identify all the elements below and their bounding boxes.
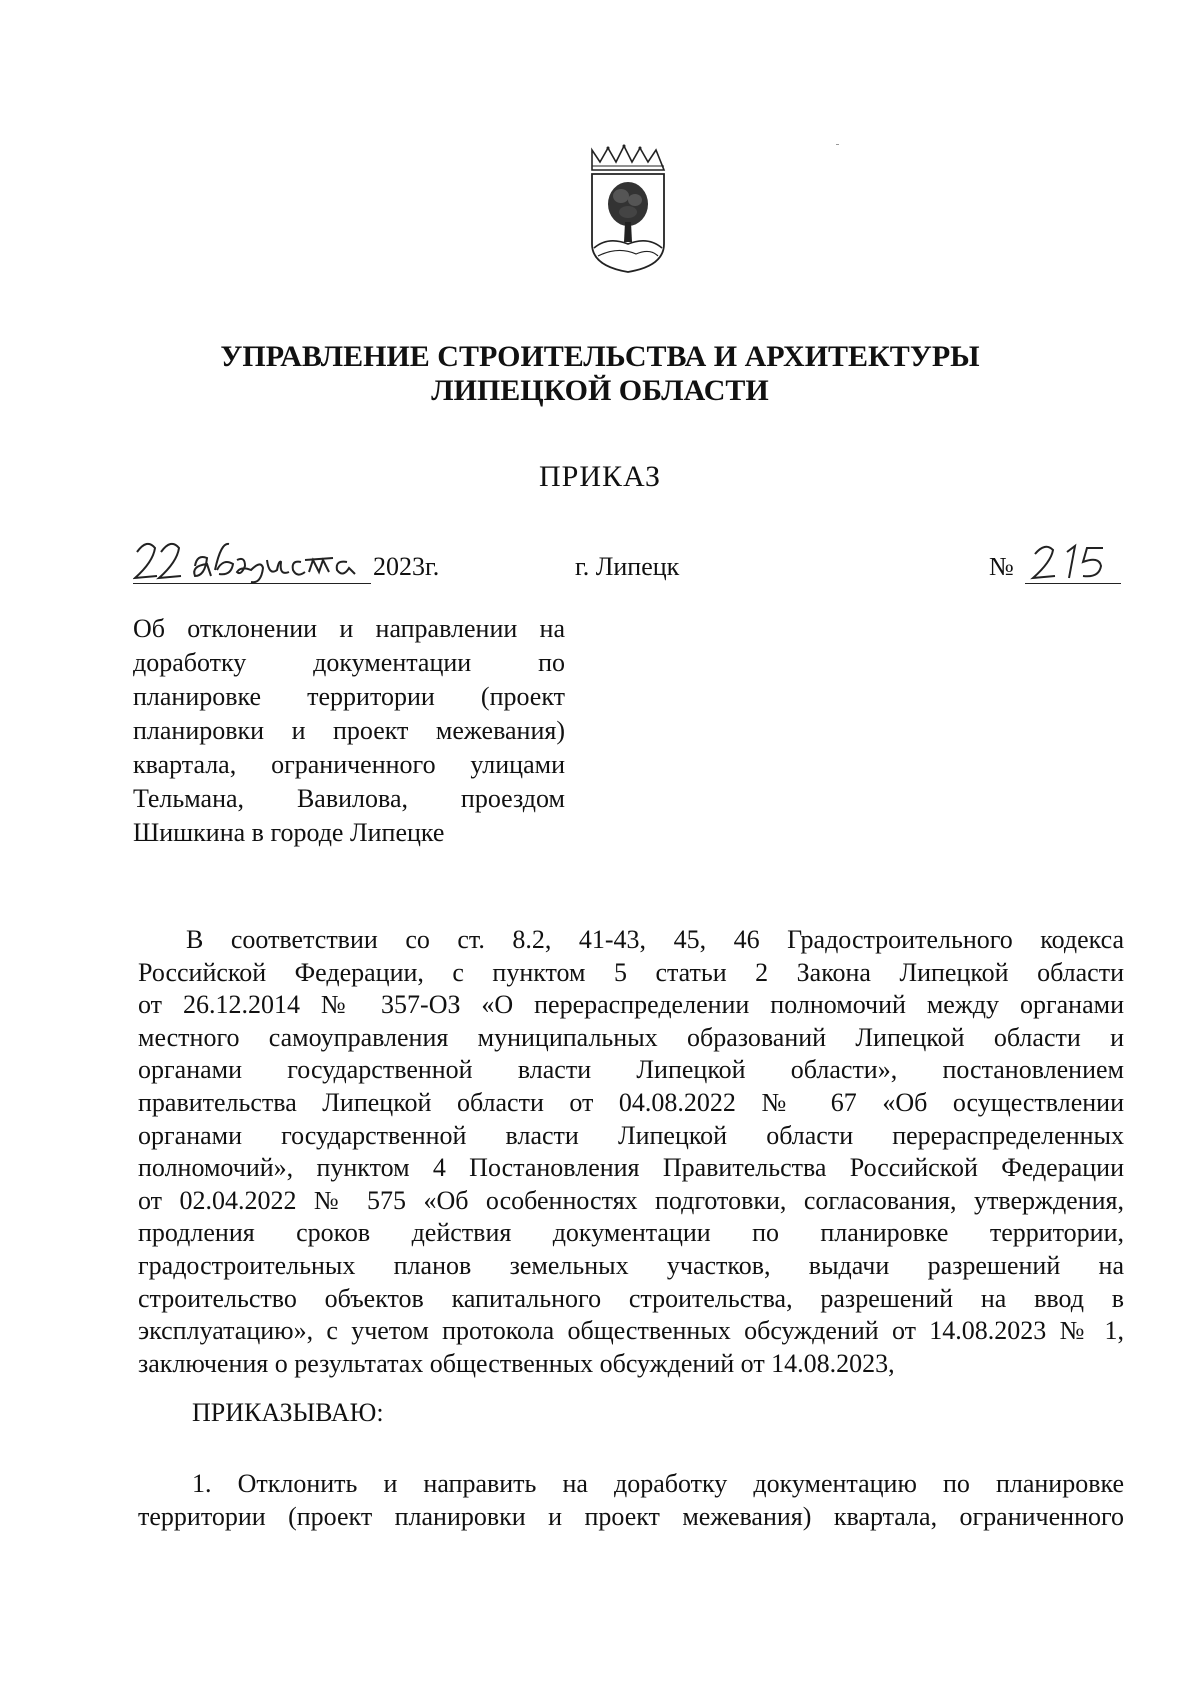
subject-line: планировке территории (проект bbox=[133, 682, 565, 711]
number-underline bbox=[1025, 583, 1121, 584]
subject-line: Об отклонении и направлении на bbox=[133, 614, 565, 643]
date-year: 2023г. bbox=[373, 552, 440, 581]
document-type-heading: ПРИКАЗ bbox=[539, 460, 661, 493]
body-line: от 26.12.2014 № 357-ОЗ «О перераспределении полномочий между органами bbox=[138, 990, 1124, 1020]
handwritten-number bbox=[1025, 542, 1121, 582]
body-line: правительства Липецкой области от 04.08.2022 № 67 «Об осуществлении bbox=[138, 1087, 1124, 1117]
subject-line: Тельмана, Вавилова, проездом bbox=[133, 784, 565, 813]
date-underline bbox=[133, 583, 371, 584]
organization-title-line-1: УПРАВЛЕНИЕ СТРОИТЕЛЬСТВА И АРХИТЕКТУРЫ bbox=[220, 340, 980, 373]
body-line: продления сроков действия документации по планировке территории, bbox=[138, 1218, 1124, 1248]
organization-title-line-2: ЛИПЕЦКОЙ ОБЛАСТИ bbox=[431, 374, 769, 407]
coat-of-arms-emblem bbox=[588, 144, 668, 274]
date-city-number-line bbox=[133, 546, 1123, 586]
body-line: органами государственной власти Липецкой области перераспределенных bbox=[138, 1120, 1124, 1150]
body-line: Российской Федерации, с пунктом 5 статьи 2 Закона Липецкой области bbox=[138, 957, 1124, 987]
subject-line: доработку документации по bbox=[133, 648, 565, 677]
body-line: заключения о результатах общественных обсуждений от 14.08.2023, bbox=[138, 1348, 895, 1378]
preamble-paragraph bbox=[138, 924, 1124, 1380]
order-directive-word: ПРИКАЗЫВАЮ: bbox=[192, 1398, 384, 1427]
body-line: полномочий», пунктом 4 Постановления Правительства Российской Федерации bbox=[138, 1153, 1124, 1183]
body-line: местного самоуправления муниципальных образований Липецкой области и bbox=[138, 1022, 1124, 1052]
body-line: В соответствии со ст. 8.2, 41-43, 45, 46 Градостроительного кодекса bbox=[186, 925, 1124, 954]
subject-line: Шишкина в городе Липецке bbox=[133, 818, 445, 847]
subject-line: планировки и проект межевания) bbox=[133, 716, 565, 745]
body-line: от 02.04.2022 № 575 «Об особенностях подготовки, согласования, утверждения, bbox=[138, 1185, 1124, 1215]
item-line: территории (проект планировки и проект межевания) квартала, ограниченного bbox=[138, 1501, 1124, 1531]
item-line: 1. Отклонить и направить на доработку документацию по планировке bbox=[192, 1469, 1124, 1498]
body-line: эксплуатацию», с учетом протокола общественных обсуждений от 14.08.2023 № 1, bbox=[138, 1316, 1124, 1346]
subject-line: квартала, ограниченного улицами bbox=[133, 750, 565, 779]
city: г. Липецк bbox=[575, 552, 680, 581]
body-line: градостроительных планов земельных участков, выдачи разрешений на bbox=[138, 1250, 1124, 1280]
number-label: № bbox=[989, 552, 1014, 581]
order-item-1 bbox=[138, 1468, 1124, 1533]
handwritten-date bbox=[133, 536, 371, 586]
organization-title bbox=[0, 340, 1200, 408]
order-subject bbox=[133, 612, 565, 850]
body-line: строительство объектов капитального строительства, разрешений на ввод в bbox=[138, 1283, 1124, 1313]
body-line: органами государственной власти Липецкой области», постановлением bbox=[138, 1055, 1124, 1085]
scan-speck bbox=[836, 144, 839, 145]
